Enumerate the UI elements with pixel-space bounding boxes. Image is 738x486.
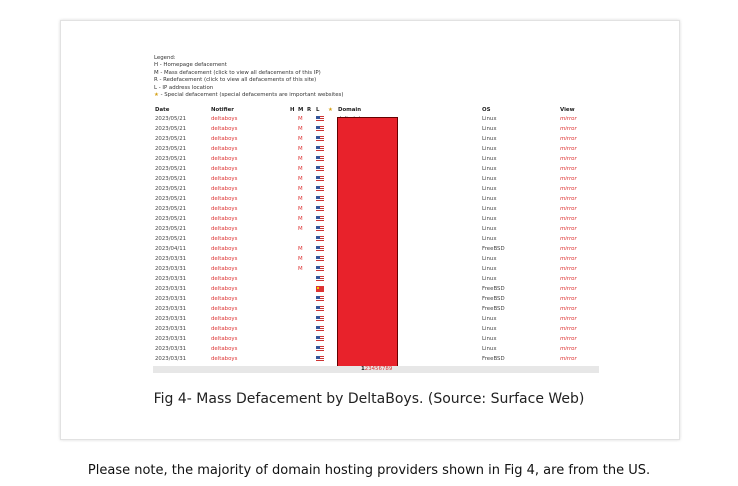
row-mass-flag[interactable]: M bbox=[298, 166, 303, 172]
row-os: Linux bbox=[482, 176, 497, 182]
country-flag-icon bbox=[316, 196, 324, 204]
row-date: 2023/05/21 bbox=[155, 176, 187, 182]
flag-icon bbox=[316, 286, 324, 292]
row-notifier[interactable]: deltaboys bbox=[211, 306, 238, 312]
row-notifier[interactable]: deltaboys bbox=[211, 176, 238, 182]
row-mirror-link[interactable]: mirror bbox=[560, 236, 577, 242]
country-flag-icon bbox=[316, 326, 324, 334]
row-mass-flag[interactable]: M bbox=[298, 176, 303, 182]
header-h[interactable]: H bbox=[290, 107, 295, 113]
row-mirror-link[interactable]: mirror bbox=[560, 226, 577, 232]
row-date: 2023/05/21 bbox=[155, 166, 187, 172]
flag-icon bbox=[316, 296, 324, 302]
row-os: Linux bbox=[482, 186, 497, 192]
country-flag-icon bbox=[316, 206, 324, 214]
row-os: Linux bbox=[482, 146, 497, 152]
page-link[interactable]: 8 bbox=[385, 366, 389, 372]
header-view[interactable]: View bbox=[560, 107, 575, 113]
row-os: Linux bbox=[482, 256, 497, 262]
flag-icon bbox=[316, 236, 324, 242]
flag-icon bbox=[316, 196, 324, 202]
row-os: FreeBSD bbox=[482, 356, 505, 362]
pagination bbox=[153, 366, 599, 373]
row-os: Linux bbox=[482, 216, 497, 222]
row-date: 2023/03/31 bbox=[155, 286, 187, 292]
row-mirror-link[interactable]: mirror bbox=[560, 146, 577, 152]
row-mass-flag[interactable]: M bbox=[298, 136, 303, 142]
country-flag-icon bbox=[316, 136, 324, 144]
row-os: Linux bbox=[482, 346, 497, 352]
legend-line-h: H - Homepage defacement bbox=[154, 62, 227, 69]
pagination-pages bbox=[361, 366, 392, 372]
row-mass-flag[interactable]: M bbox=[298, 156, 303, 162]
flag-icon bbox=[316, 186, 324, 192]
row-notifier[interactable]: deltaboys bbox=[211, 356, 238, 362]
row-date: 2023/03/31 bbox=[155, 326, 187, 332]
legend-line-m: M - Mass defacement (click to view all defacements of this IP) bbox=[154, 69, 321, 76]
row-notifier[interactable]: deltaboys bbox=[211, 146, 238, 152]
row-notifier[interactable]: deltaboys bbox=[211, 136, 238, 142]
flag-icon bbox=[316, 306, 324, 312]
footnote: Please note, the majority of domain hosting providers shown in Fig 4, are from the US. bbox=[87, 463, 651, 478]
row-mirror-link[interactable]: mirror bbox=[560, 136, 577, 142]
row-date: 2023/05/21 bbox=[155, 116, 187, 122]
legend bbox=[154, 55, 343, 99]
row-notifier[interactable]: deltaboys bbox=[211, 216, 238, 222]
row-os: FreeBSD bbox=[482, 246, 505, 252]
row-date: 2023/05/21 bbox=[155, 216, 187, 222]
legend-line-l: L - IP address location bbox=[154, 84, 214, 91]
page-link[interactable]: 3 bbox=[368, 366, 372, 372]
country-flag-icon bbox=[316, 186, 324, 194]
row-date: 2023/05/21 bbox=[155, 146, 187, 152]
row-mirror-link[interactable]: mirror bbox=[560, 196, 577, 202]
row-mass-flag[interactable]: M bbox=[298, 196, 303, 202]
flag-icon bbox=[316, 336, 324, 342]
row-date: 2023/03/31 bbox=[155, 356, 187, 362]
page-current: 1 bbox=[361, 366, 365, 372]
row-os: Linux bbox=[482, 226, 497, 232]
flag-icon bbox=[316, 246, 324, 252]
country-flag-icon bbox=[316, 316, 324, 324]
header-domain[interactable]: Domain bbox=[338, 107, 362, 113]
country-flag-icon bbox=[316, 306, 324, 314]
row-notifier[interactable]: deltaboys bbox=[211, 276, 238, 282]
flag-icon bbox=[316, 326, 324, 332]
row-os: Linux bbox=[482, 166, 497, 172]
page-link[interactable]: 7 bbox=[381, 366, 386, 372]
header-star-icon: ★ bbox=[328, 107, 333, 113]
row-date: 2023/05/21 bbox=[155, 186, 187, 192]
country-flag-icon bbox=[316, 256, 324, 264]
legend-line-r: R - Redefacement (click to view all defacements of this site) bbox=[154, 77, 317, 84]
row-os: Linux bbox=[482, 266, 497, 272]
row-notifier[interactable]: deltaboys bbox=[211, 236, 238, 242]
row-notifier[interactable]: deltaboys bbox=[211, 266, 238, 272]
row-mass-flag[interactable]: M bbox=[298, 116, 303, 122]
row-date: 2023/04/11 bbox=[155, 246, 187, 252]
redaction-box bbox=[337, 117, 398, 367]
row-mirror-link[interactable]: mirror bbox=[560, 216, 577, 222]
row-os: Linux bbox=[482, 206, 497, 212]
row-mirror-link[interactable]: mirror bbox=[560, 326, 577, 332]
row-mass-flag[interactable]: M bbox=[298, 216, 303, 222]
flag-icon bbox=[316, 116, 324, 122]
row-date: 2023/05/21 bbox=[155, 206, 187, 212]
row-date: 2023/05/21 bbox=[155, 196, 187, 202]
country-flag-icon bbox=[316, 296, 324, 304]
row-notifier[interactable]: deltaboys bbox=[211, 126, 238, 132]
flag-icon bbox=[316, 206, 324, 212]
row-notifier[interactable]: deltaboys bbox=[211, 116, 238, 122]
row-mirror-link[interactable]: mirror bbox=[560, 286, 577, 292]
country-flag-icon bbox=[316, 246, 324, 254]
page-link[interactable]: 5 bbox=[375, 366, 379, 372]
row-os: Linux bbox=[482, 136, 497, 142]
row-mirror-link[interactable]: mirror bbox=[560, 176, 577, 182]
row-date: 2023/03/31 bbox=[155, 296, 187, 302]
row-notifier[interactable]: deltaboys bbox=[211, 296, 238, 302]
row-notifier[interactable]: deltaboys bbox=[211, 226, 238, 232]
country-flag-icon bbox=[316, 336, 324, 344]
row-mass-flag[interactable]: M bbox=[298, 146, 303, 152]
row-date: 2023/05/21 bbox=[155, 226, 187, 232]
row-os: Linux bbox=[482, 326, 497, 332]
header-r[interactable]: R bbox=[307, 107, 312, 113]
header-date[interactable]: Date bbox=[155, 107, 170, 113]
flag-icon bbox=[316, 156, 324, 162]
row-mirror-link[interactable]: mirror bbox=[560, 256, 577, 262]
row-os: Linux bbox=[482, 316, 497, 322]
flag-icon bbox=[316, 136, 324, 142]
flag-icon bbox=[316, 346, 324, 352]
row-date: 2023/05/21 bbox=[155, 126, 187, 132]
country-flag-icon bbox=[316, 236, 324, 244]
country-flag-icon bbox=[316, 166, 324, 174]
row-mass-flag[interactable]: M bbox=[298, 206, 303, 212]
row-mirror-link[interactable]: mirror bbox=[560, 116, 577, 122]
row-notifier[interactable]: deltaboys bbox=[211, 336, 238, 342]
row-os: Linux bbox=[482, 276, 497, 282]
country-flag-icon bbox=[316, 356, 324, 364]
row-date: 2023/03/31 bbox=[155, 276, 187, 282]
row-date: 2023/05/21 bbox=[155, 136, 187, 142]
row-os: FreeBSD bbox=[482, 286, 505, 292]
row-notifier[interactable]: deltaboys bbox=[211, 246, 238, 252]
legend-title: Legend: bbox=[154, 55, 176, 61]
flag-icon bbox=[316, 276, 324, 282]
row-notifier[interactable]: deltaboys bbox=[211, 206, 238, 212]
row-date: 2023/03/31 bbox=[155, 256, 187, 262]
star-icon: ★ bbox=[154, 92, 159, 99]
row-mass-flag[interactable]: M bbox=[298, 126, 303, 132]
legend-line-special bbox=[154, 92, 343, 99]
page-link[interactable]: 4 bbox=[371, 366, 376, 372]
page-link[interactable]: 9 bbox=[388, 366, 393, 372]
country-flag-icon bbox=[316, 116, 324, 124]
row-mirror-link[interactable]: mirror bbox=[560, 206, 577, 212]
row-mirror-link[interactable]: mirror bbox=[560, 186, 577, 192]
flag-icon bbox=[316, 166, 324, 172]
row-date: 2023/05/21 bbox=[155, 236, 187, 242]
row-mirror-link[interactable]: mirror bbox=[560, 276, 577, 282]
country-flag-icon bbox=[316, 146, 324, 154]
row-notifier[interactable]: deltaboys bbox=[211, 286, 238, 292]
page-link[interactable]: 2 bbox=[364, 366, 369, 372]
row-notifier[interactable]: deltaboys bbox=[211, 256, 238, 262]
country-flag-icon bbox=[316, 286, 324, 294]
row-os: FreeBSD bbox=[482, 296, 505, 302]
row-os: Linux bbox=[482, 336, 497, 342]
country-flag-icon bbox=[316, 266, 324, 274]
country-flag-icon bbox=[316, 216, 324, 224]
row-mirror-link[interactable]: mirror bbox=[560, 296, 577, 302]
header-m[interactable]: M bbox=[298, 107, 304, 113]
row-mass-flag[interactable]: M bbox=[298, 256, 303, 262]
flag-icon bbox=[316, 176, 324, 182]
row-date: 2023/05/21 bbox=[155, 156, 187, 162]
flag-icon bbox=[316, 316, 324, 322]
row-date: 2023/03/31 bbox=[155, 306, 187, 312]
row-os: FreeBSD bbox=[482, 306, 505, 312]
row-os: Linux bbox=[482, 196, 497, 202]
country-flag-icon bbox=[316, 156, 324, 164]
flag-icon bbox=[316, 146, 324, 152]
row-notifier[interactable]: deltaboys bbox=[211, 196, 238, 202]
row-mass-flag[interactable]: M bbox=[298, 226, 303, 232]
country-flag-icon bbox=[316, 276, 324, 284]
flag-icon bbox=[316, 216, 324, 222]
row-mirror-link[interactable]: mirror bbox=[560, 346, 577, 352]
row-date: 2023/03/31 bbox=[155, 316, 187, 322]
header-notifier[interactable]: Notifier bbox=[211, 107, 234, 113]
flag-icon bbox=[316, 256, 324, 262]
row-date: 2023/03/31 bbox=[155, 266, 187, 272]
row-notifier[interactable]: deltaboys bbox=[211, 156, 238, 162]
row-notifier[interactable]: deltaboys bbox=[211, 346, 238, 352]
flag-icon bbox=[316, 266, 324, 272]
row-date: 2023/03/31 bbox=[155, 336, 187, 342]
row-mirror-link[interactable]: mirror bbox=[560, 316, 577, 322]
row-os: Linux bbox=[482, 156, 497, 162]
row-os: Linux bbox=[482, 126, 497, 132]
row-os: Linux bbox=[482, 116, 497, 122]
row-mirror-link[interactable]: mirror bbox=[560, 266, 577, 272]
row-mirror-link[interactable]: mirror bbox=[560, 246, 577, 252]
country-flag-icon bbox=[316, 176, 324, 184]
country-flag-icon bbox=[316, 346, 324, 354]
country-flag-icon bbox=[316, 126, 324, 134]
row-os: Linux bbox=[482, 236, 497, 242]
row-mirror-link[interactable]: mirror bbox=[560, 336, 577, 342]
row-mirror-link[interactable]: mirror bbox=[560, 166, 577, 172]
row-notifier[interactable]: deltaboys bbox=[211, 166, 238, 172]
row-notifier[interactable]: deltaboys bbox=[211, 326, 238, 332]
flag-icon bbox=[316, 356, 324, 362]
legend-line-special-text: - Special defacement (special defacements are important websites) bbox=[160, 92, 344, 99]
row-mass-flag[interactable]: M bbox=[298, 186, 303, 192]
header-os[interactable]: OS bbox=[482, 107, 491, 113]
row-mass-flag[interactable]: M bbox=[298, 266, 303, 272]
country-flag-icon bbox=[316, 226, 324, 234]
header-l[interactable]: L bbox=[316, 107, 320, 113]
figure-caption: Fig 4- Mass Defacement by DeltaBoys. (Source: Surface Web) bbox=[153, 391, 585, 407]
row-notifier[interactable]: deltaboys bbox=[211, 186, 238, 192]
page-link[interactable]: 6 bbox=[378, 366, 382, 372]
row-mirror-link[interactable]: mirror bbox=[560, 356, 577, 362]
flag-icon bbox=[316, 126, 324, 132]
row-mass-flag[interactable]: M bbox=[298, 246, 303, 252]
row-mirror-link[interactable]: mirror bbox=[560, 156, 577, 162]
table-header bbox=[153, 106, 599, 115]
flag-icon bbox=[316, 226, 324, 232]
row-notifier[interactable]: deltaboys bbox=[211, 316, 238, 322]
row-mirror-link[interactable]: mirror bbox=[560, 306, 577, 312]
row-mirror-link[interactable]: mirror bbox=[560, 126, 577, 132]
row-date: 2023/03/31 bbox=[155, 346, 187, 352]
